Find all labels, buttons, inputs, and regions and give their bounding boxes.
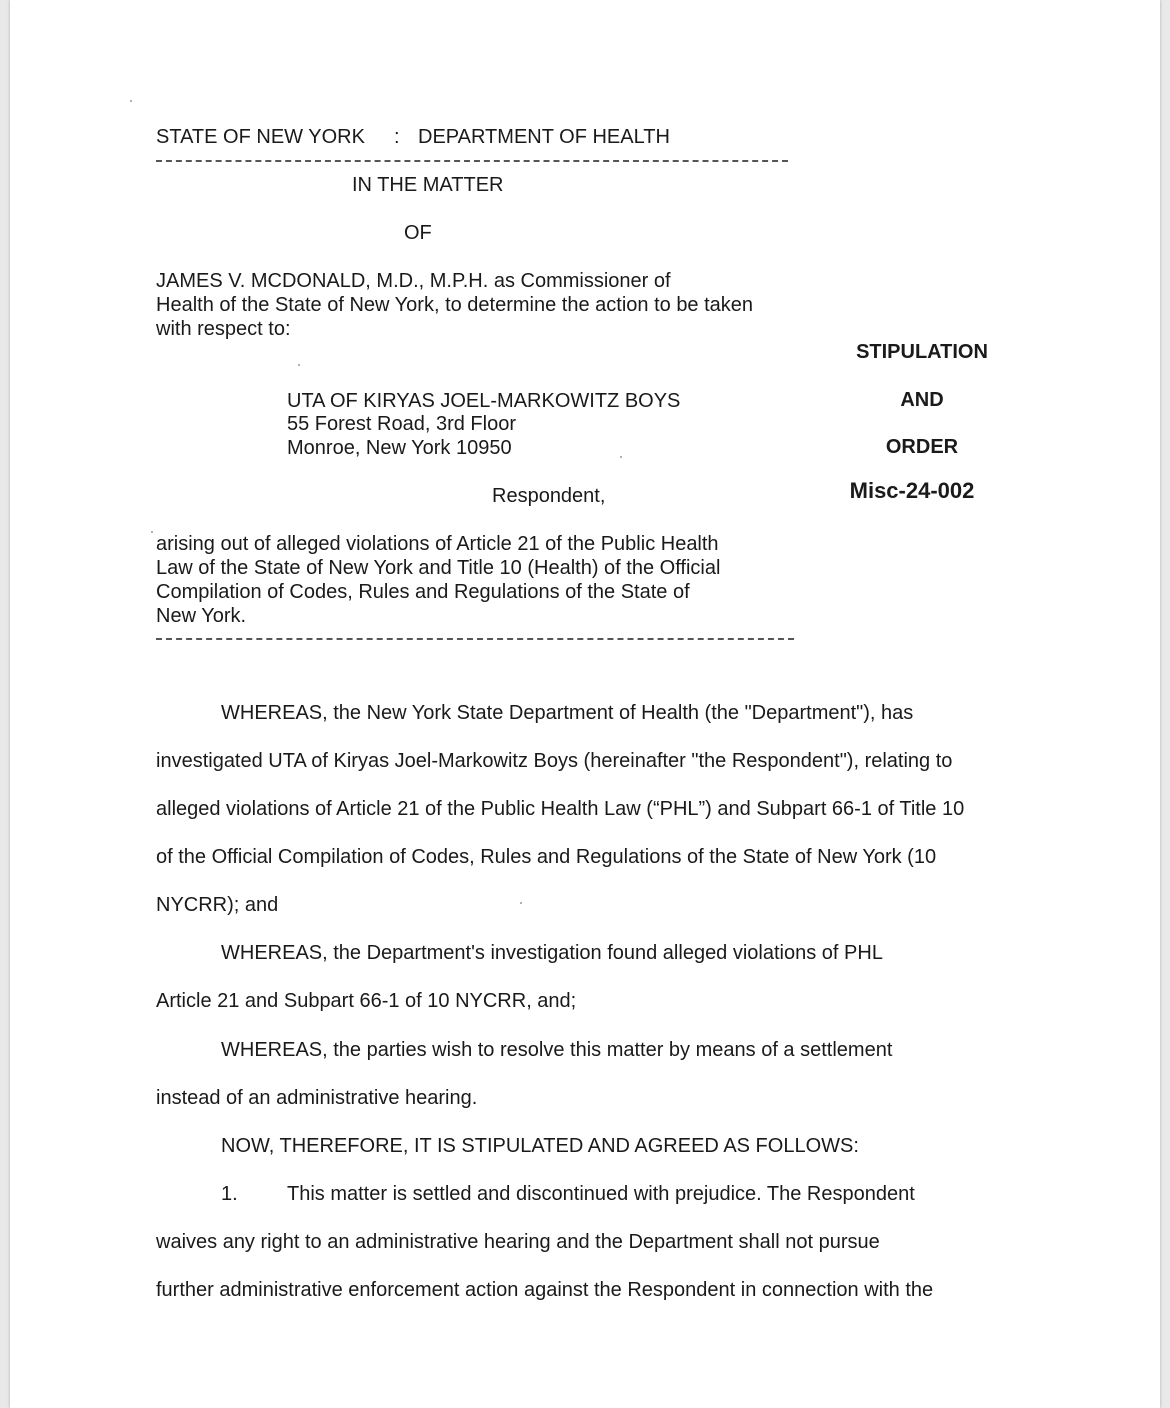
scan-speck bbox=[520, 902, 522, 904]
caption-arising-line: arising out of alleged violations of Article 21 of the Public Health bbox=[156, 533, 719, 555]
body-line: investigated UTA of Kiryas Joel-Markowitz Boys (hereinafter "the Respondent"), relating to bbox=[156, 750, 953, 772]
caption-arising-line: Law of the State of New York and Title 10 (Health) of the Official bbox=[156, 557, 721, 579]
caption-commissioner-line: JAMES V. MCDONALD, M.D., M.P.H. as Commissioner of bbox=[156, 270, 671, 292]
scan-speck bbox=[151, 531, 153, 533]
body-line: Article 21 and Subpart 66-1 of 10 NYCRR, and; bbox=[156, 990, 577, 1012]
respondent-label: Respondent, bbox=[492, 485, 606, 507]
item-number: 1. bbox=[221, 1183, 238, 1205]
scan-speck bbox=[620, 456, 622, 458]
body-line: alleged violations of Article 21 of the Public Health Law (“PHL”) and Subpart 66-1 of Title 10 bbox=[156, 798, 965, 820]
caption-in-the-matter: IN THE MATTER bbox=[352, 174, 504, 196]
title-order: ORDER bbox=[885, 436, 959, 458]
body-line: of the Official Compilation of Codes, Rules and Regulations of the State of New York (10 bbox=[156, 846, 937, 868]
header-department: DEPARTMENT OF HEALTH bbox=[418, 126, 670, 148]
header-state: STATE OF NEW YORK bbox=[156, 126, 365, 148]
caption-commissioner-line: with respect to: bbox=[156, 318, 291, 340]
scan-speck bbox=[130, 100, 132, 102]
scan-speck bbox=[298, 364, 300, 366]
respondent-name: UTA OF KIRYAS JOEL-MARKOWITZ BOYS bbox=[287, 390, 681, 412]
body-line: This matter is settled and discontinued with prejudice. The Respondent bbox=[287, 1183, 915, 1205]
body-line: further administrative enforcement action against the Respondent in connection with the bbox=[156, 1279, 934, 1301]
document-page bbox=[10, 0, 1160, 1408]
respondent-address-line: Monroe, New York 10950 bbox=[287, 437, 512, 459]
caption-bottom-divider bbox=[156, 638, 794, 640]
body-line: waives any right to an administrative hearing and the Department shall not pursue bbox=[156, 1231, 880, 1253]
body-line: WHEREAS, the New York State Department of Health (the "Department"), has bbox=[221, 702, 914, 724]
case-number: Misc-24-002 bbox=[849, 478, 975, 503]
caption-arising-line: New York. bbox=[156, 605, 247, 627]
body-line: instead of an administrative hearing. bbox=[156, 1087, 478, 1109]
body-line: WHEREAS, the Department's investigation found alleged violations of PHL bbox=[221, 942, 883, 964]
title-and: AND bbox=[900, 389, 944, 411]
respondent-address-line: 55 Forest Road, 3rd Floor bbox=[287, 413, 516, 435]
caption-top-divider bbox=[156, 160, 788, 162]
title-stipulation: STIPULATION bbox=[856, 341, 988, 363]
body-line: WHEREAS, the parties wish to resolve this matter by means of a settlement bbox=[221, 1039, 893, 1061]
header-separator: : bbox=[394, 126, 400, 148]
body-line: NYCRR); and bbox=[156, 894, 279, 916]
caption-of: OF bbox=[404, 222, 432, 244]
caption-arising-line: Compilation of Codes, Rules and Regulations of the State of bbox=[156, 581, 690, 603]
body-line: NOW, THEREFORE, IT IS STIPULATED AND AGREED AS FOLLOWS: bbox=[221, 1135, 859, 1157]
caption-commissioner-line: Health of the State of New York, to determine the action to be taken bbox=[156, 294, 754, 316]
